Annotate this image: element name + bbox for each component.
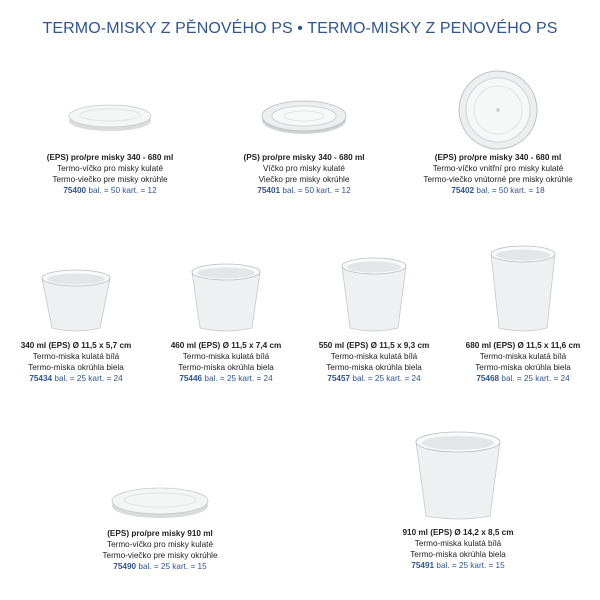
- product-code-row: [448, 373, 598, 384]
- product-name-sk: Termo-miska okrúhla biela: [475, 363, 571, 372]
- product-code: 75446: [179, 374, 203, 383]
- bowl-icon: [334, 256, 414, 336]
- product-pack: bal. = 50 kart. = 12: [88, 186, 157, 195]
- product-name-sk: Termo-miska okrúhla biela: [410, 550, 506, 559]
- product-code: 75402: [451, 186, 475, 195]
- product-size: (EPS) pro/pre misky 910 ml: [107, 529, 213, 538]
- product-code: 75491: [411, 561, 435, 570]
- product-pack: bal. = 25 kart. = 15: [138, 562, 207, 571]
- product-pack: bal. = 50 kart. = 18: [476, 186, 545, 195]
- product-code-row: [368, 560, 548, 571]
- page-title: TERMO-MISKY Z PĚNOVÉHO PS • TERMO-MISKY Z PENOVÉHO PS: [42, 20, 558, 37]
- product-name-sk: Viečko pre misky okrúhle: [258, 175, 350, 184]
- product-code-row: [20, 185, 200, 196]
- product-code: 75468: [476, 374, 500, 383]
- product-code: 75490: [113, 562, 137, 571]
- product-name-cz: Termo-víčko vnitřní pro misky kulaté: [432, 164, 564, 173]
- product-75401: [214, 94, 394, 196]
- product-75402: [408, 68, 588, 196]
- bowl-icon: [36, 262, 116, 336]
- product-pack: bal. = 25 kart. = 24: [204, 374, 273, 383]
- product-name-cz: Termo-miska kulatá bílá: [330, 352, 418, 361]
- product-name-cz: Termo-miska kulatá bílá: [414, 539, 502, 548]
- product-code-row: [214, 185, 394, 196]
- product-name-sk: Termo-miska okrúhla biela: [326, 363, 422, 372]
- product-pack: bal. = 25 kart. = 24: [352, 374, 421, 383]
- product-code: 75401: [257, 186, 281, 195]
- product-75457: [300, 256, 448, 384]
- bowl-icon: [483, 244, 563, 336]
- product-size: (EPS) pro/pre misky 340 - 680 ml: [46, 153, 174, 162]
- product-size: 340 ml (EPS) Ø 11,5 x 5,7 cm: [20, 341, 132, 350]
- lid-icon: [105, 480, 215, 524]
- product-name-cz: Termo-víčko pro misky kulaté: [56, 164, 163, 173]
- product-pack: bal. = 25 kart. = 24: [54, 374, 123, 383]
- product-pack: bal. = 25 kart. = 24: [501, 374, 570, 383]
- product-size: 910 ml (EPS) Ø 14,2 x 8,5 cm: [402, 528, 514, 537]
- product-75491: [368, 430, 548, 571]
- product-name-sk: Termo-viečko pre misky okrúhle: [102, 551, 218, 560]
- product-code: 75434: [29, 374, 53, 383]
- product-75446: [152, 262, 300, 384]
- product-code-row: [70, 561, 250, 572]
- product-pack: bal. = 50 kart. = 12: [282, 186, 351, 195]
- product-size: 460 ml (EPS) Ø 11,5 x 7,4 cm: [170, 341, 282, 350]
- lid-icon: [60, 94, 160, 140]
- product-size: (PS) pro/pre misky 340 - 680 ml: [243, 153, 365, 162]
- product-code-row: [300, 373, 448, 384]
- product-name-cz: Termo-miska kulatá bílá: [32, 352, 120, 361]
- bowl-icon: [186, 262, 266, 336]
- product-code-row: [152, 373, 300, 384]
- product-name-cz: Termo-víčko pro misky kulaté: [106, 540, 213, 549]
- product-size: 550 ml (EPS) Ø 11,5 x 9,3 cm: [318, 341, 430, 350]
- product-code: 75457: [327, 374, 351, 383]
- product-75490: [70, 480, 250, 572]
- product-name-sk: Termo-miska okrúhla biela: [178, 363, 274, 372]
- lid-icon: [456, 68, 540, 152]
- product-pack: bal. = 25 kart. = 15: [436, 561, 505, 570]
- product-code: 75400: [63, 186, 87, 195]
- product-name-sk: Termo-miska okrúhla biela: [28, 363, 124, 372]
- product-code-row: [2, 373, 150, 384]
- product-75434: [2, 262, 150, 384]
- product-name-cz: Termo-miska kulatá bílá: [479, 352, 567, 361]
- product-code-row: [408, 185, 588, 196]
- product-75400: [20, 94, 200, 196]
- product-75468: [448, 244, 598, 384]
- product-name-sk: Termo-viečko pre misky okrúhle: [52, 175, 168, 184]
- lid-icon: [254, 94, 354, 140]
- product-name-cz: Termo-miska kulatá bílá: [182, 352, 270, 361]
- product-name-sk: Termo-viečko vnútorné pre misky okrúhle: [423, 175, 573, 184]
- product-name-cz: Víčko pro misky kulaté: [263, 164, 345, 173]
- product-size: (EPS) pro/pre misky 340 - 680 ml: [434, 153, 562, 162]
- product-size: 680 ml (EPS) Ø 11,5 x 11,6 cm: [465, 341, 581, 350]
- bowl-icon: [410, 430, 506, 524]
